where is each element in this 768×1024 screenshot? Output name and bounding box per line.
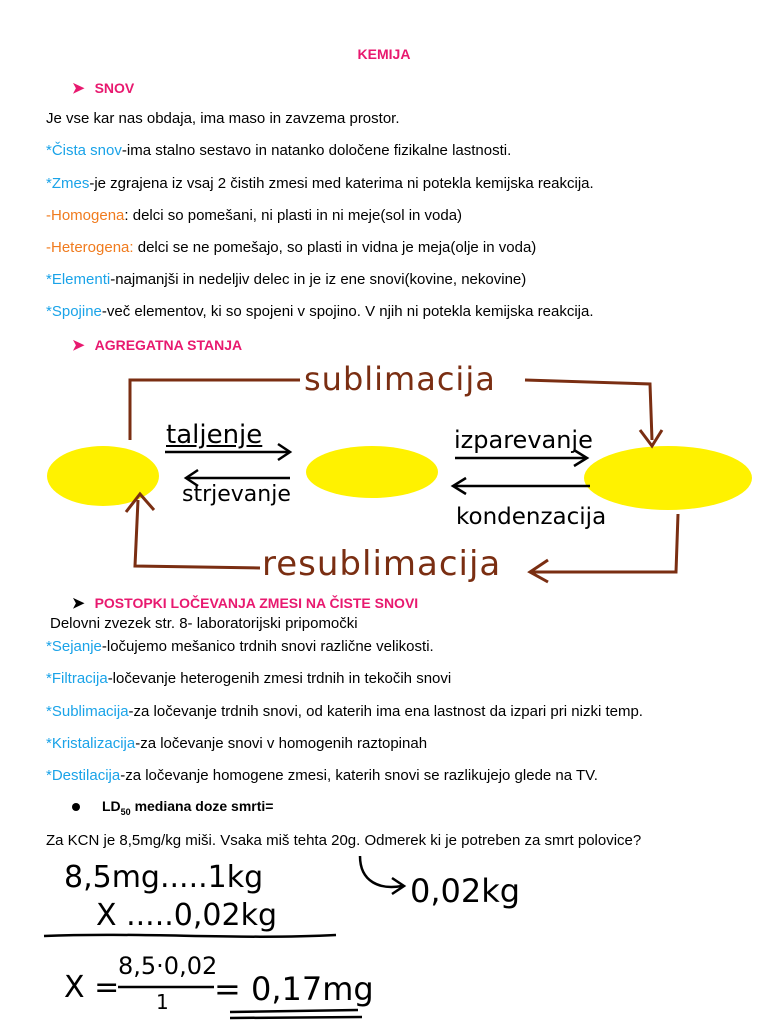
postopek-term: Destilacija [51,767,121,784]
snov-item-prefix: * [46,271,52,288]
arrow-bullet-icon: ➤ [72,337,85,354]
snov-item-term: Homogena [51,207,125,224]
snov-item-term: Elementi [51,271,111,288]
postopek-item [46,638,434,655]
arrow-bullet-icon: ➤ [72,595,85,612]
postopek-term: Sublimacija [51,703,129,720]
page-title: KEMIJA [357,46,411,62]
snov-item [46,239,536,256]
postopek-item [46,703,643,720]
calc-result: = 0,17mg [214,970,374,1008]
heading-agregatna-stanja: ➤ AGREGATNA STANJA [72,337,243,354]
postopek-text: -za ločevanje snovi v homogenih raztopinah [135,735,428,752]
heading-snov: ➤ SNOV [72,80,135,97]
calc-line-1: 8,5mg.....1kg [64,860,264,895]
snov-item-text: -več elementov, ki so spojeni v spojino. V njih ni potekla kemijska reakcija. [101,303,594,320]
postopek-term: Filtracija [51,670,108,687]
postopek-item [46,767,598,784]
postopek-star: * [46,638,52,655]
snov-intro: Je vse kar nas obdaja, ima maso in zavzema prostor. [46,110,400,127]
calc-numerator: 8,5·0,02 [118,952,218,980]
postopki-note: Delovni zvezek str. 8- laboratorijski pripomočki [50,615,358,632]
calc-line-2: X .....0,02kg [96,898,277,933]
postopek-text: -ločujemo mešanico trdnih snovi različne velikosti. [101,638,434,655]
result-underline [226,1008,366,1022]
postopek-term: Sejanje [51,638,102,655]
label-izparevanje: izparevanje [454,426,593,454]
snov-item [46,271,526,288]
ld50-question: Za KCN je 8,5mg/kg miši. Vsaka miš tehta 20g. Odmerek ki je potreben za smrt polovice? [46,832,642,849]
label-taljenje: taljenje [166,420,263,450]
snov-item [46,207,462,224]
postopek-item [46,735,427,752]
postopek-star: * [46,735,52,752]
postopek-item [46,670,451,687]
snov-item-text: : delci so pomešani, ni plasti in ni meje(sol in voda) [124,207,463,224]
label-strjevanje: strjevanje [182,482,291,507]
snov-item-term: Heterogena: [51,239,134,256]
snov-item [46,175,594,192]
snov-item-term: Čista snov [51,142,122,159]
snov-item [46,303,594,320]
postopek-star: * [46,767,52,784]
snov-item-prefix: * [46,303,52,320]
snov-item-text: -najmanjši in nedeljiv delec in je iz ene snovi(kovine, nekovine) [110,271,527,288]
gas-state-blob [584,446,752,510]
calc-denominator: 1 [156,990,169,1014]
divider-line [40,930,340,942]
label-resublimacija: resublimacija [262,544,502,584]
snov-item-prefix: * [46,175,52,192]
curved-arrow-icon [340,852,410,902]
liquid-state-blob [306,446,438,498]
postopek-star: * [46,670,52,687]
arrow-bullet-icon: ➤ [72,80,85,97]
heading-postopki: ➤ POSTOPKI LOČEVANJA ZMESI NA ČISTE SNOVI [72,595,419,612]
postopek-text: -za ločevanje homogene zmesi, katerih snovi se razlikujejo glede na TV. [120,767,598,784]
snov-item-text: delci se ne pomešajo, so plasti in vidna je meja(olje in voda) [133,239,537,256]
snov-item-text: -ima stalno sestavo in natanko določene fizikalne lastnosti. [121,142,512,159]
snov-item-prefix: * [46,142,52,159]
label-sublimacija: sublimacija [304,360,496,398]
snov-item-term: Zmes [51,175,90,192]
dot-bullet-icon [72,803,80,811]
calc-arrow-result: 0,02kg [410,872,521,910]
postopek-term: Kristalizacija [51,735,136,752]
postopek-text: -za ločevanje trdnih snovi, od katerih ima ena lastnost da izpari pri nizki temp. [128,703,643,720]
heading-ld50: $LD_{50}$ mediana doze smrti= [72,798,273,817]
snov-item-text: -je zgrajena iz vsaj 2 čistih zmesi med katerima ni potekla kemijska reakcija. [89,175,594,192]
calc-x-eq: X = [64,970,120,1005]
snov-item-prefix: - [46,207,51,224]
snov-item-prefix: - [46,239,51,256]
snov-item [46,142,511,159]
snov-item-term: Spojine [51,303,102,320]
label-kondenzacija: kondenzacija [456,504,607,530]
postopek-star: * [46,703,52,720]
postopek-text: -ločevanje heterogenih zmesi trdnih in tekočih snovi [107,670,452,687]
